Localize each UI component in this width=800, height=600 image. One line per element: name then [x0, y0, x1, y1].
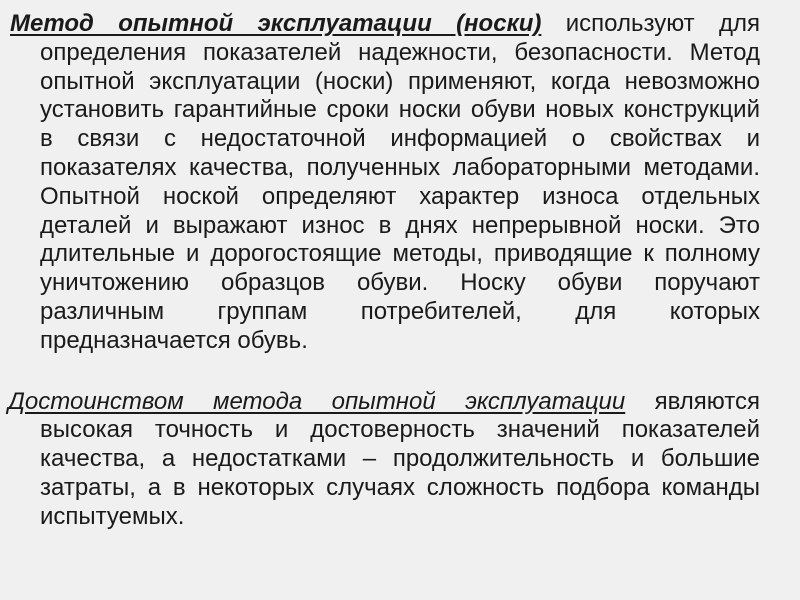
paragraph-2-text: являются высокая точность и достоверность значений показателей качества, а недостатками – продолжительность и большие затраты, а в некоторых случаях сложность подбора команды испытуемых.	[40, 387, 760, 530]
paragraph-method-description	[10, 10, 760, 356]
term-method-advantage: Достоинством метода опытной эксплуатации	[8, 387, 626, 415]
paragraph-1-text: используют для определения показателей надежности, безопасности. Метод опытной эксплуатации (носки) применяют, когда невозможно установить гарантийные сроки носки обуви новых конструкций в связи с недостаточной информацией о свойствах и показателях качества, полученных лабораторными методами. Опытной ноской определяют характер износа отдельных деталей и выражают износ в днях непрерывной носки. Это длительные и дорогостоящие методы, приводящие к полному уничтожению образцов обуви. Носку обуви поручают различным группам потребителей, для которых предназначается обувь.	[40, 10, 760, 354]
term-field-trial-method: Метод опытной эксплуатации (носки)	[10, 10, 542, 37]
paragraph-method-advantages	[8, 387, 760, 532]
